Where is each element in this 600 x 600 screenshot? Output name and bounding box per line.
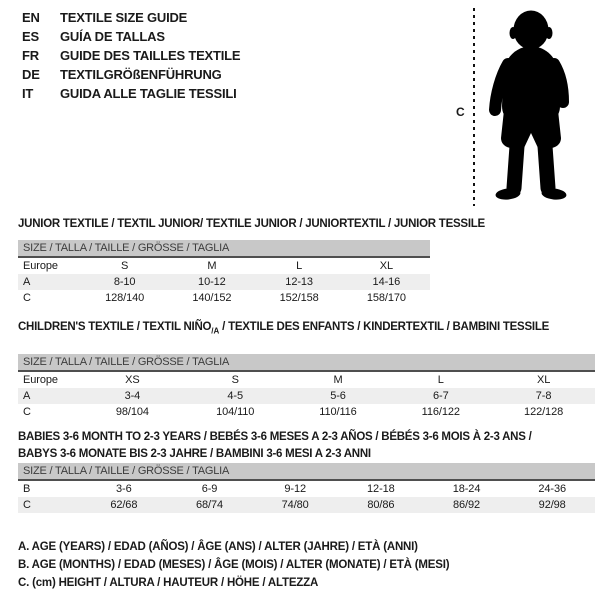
value-cell: 14-16 <box>372 276 401 288</box>
language-row <box>22 84 240 103</box>
value-cell: 140/152 <box>192 292 232 304</box>
baby-silhouette-icon <box>484 6 576 204</box>
footnote: A. AGE (YEARS) / EDAD (AÑOS) / ÂGE (ANS) / ALTER (JAHRE) / ETÀ (ANNI) <box>18 541 418 553</box>
size-header-bar: SIZE / TALLA / TAILLE / GRÖSSE / TAGLIA <box>18 463 595 481</box>
value-cell: 128/140 <box>105 292 145 304</box>
section-title-text: / TEXTILE DES ENFANTS / KINDERTEXTIL / BAMBINI TESSILE <box>219 321 550 333</box>
value-cell: 74/80 <box>281 499 309 511</box>
value-cell: S <box>121 260 129 272</box>
section-title-subscript: /A <box>211 326 220 336</box>
value-cell: 9-12 <box>284 483 306 495</box>
section-title-line: BABIES 3-6 MONTH TO 2-3 YEARS / BEBÉS 3-6 MESES A 2-3 AÑOS / BÉBÉS 3-6 MOIS À 2-3 ANS / <box>18 431 532 443</box>
section-junior-textile <box>18 217 485 306</box>
value-cell: 68/74 <box>195 499 224 511</box>
value-cell: 10-12 <box>198 276 226 288</box>
language-label: TEXTILE SIZE GUIDE <box>60 10 188 25</box>
table-row <box>18 258 430 274</box>
section-babies-textile <box>18 429 595 513</box>
section-title-text: CHILDREN'S TEXTILE / TEXTIL NIÑO <box>18 321 212 333</box>
height-dashed-line <box>473 8 475 206</box>
size-header-bar: SIZE / TALLA / TAILLE / GRÖSSE / TAGLIA <box>18 240 430 258</box>
value-cell: L <box>437 374 444 387</box>
language-list <box>22 8 240 103</box>
table-row <box>18 290 430 306</box>
language-row <box>22 46 240 65</box>
value-cell: 80/86 <box>367 499 395 511</box>
section-title <box>18 320 595 338</box>
language-code: FR <box>22 48 39 63</box>
footnote: B. AGE (MONTHS) / EDAD (MESES) / ÂGE (MOIS) / ALTER (MONATE) / ETÀ (MESI) <box>18 559 450 571</box>
value-cell: XS <box>125 374 140 387</box>
language-code: ES <box>22 29 39 44</box>
row-label-cell: A <box>23 276 31 288</box>
table-row <box>18 388 595 404</box>
value-cell: 12-13 <box>285 276 313 288</box>
size-table <box>18 258 430 306</box>
value-cell: 3-6 <box>116 483 132 495</box>
row-label-cell: Europe <box>23 374 58 387</box>
row-label-cell: C <box>23 292 31 304</box>
value-cell: 152/158 <box>279 292 319 304</box>
value-cell: L <box>296 260 303 272</box>
row-label-cell: A <box>23 390 31 403</box>
height-measure-label: C <box>456 105 465 119</box>
value-cell: 18-24 <box>452 483 481 495</box>
value-cell: 104/110 <box>216 406 255 419</box>
value-cell: 24-36 <box>538 483 567 495</box>
value-cell: 6-9 <box>201 483 218 495</box>
language-row <box>22 8 240 27</box>
language-label: GUIDA ALLE TAGLIE TESSILI <box>60 86 237 101</box>
table-row <box>18 481 595 497</box>
value-cell: S <box>231 374 239 387</box>
section-title-line: BABYS 3-6 MONATE BIS 2-3 JAHRE / BAMBINI 3-6 MESI A 2-3 ANNI <box>18 448 371 460</box>
value-cell: 122/128 <box>524 406 564 419</box>
value-cell: XL <box>536 374 551 387</box>
table-row <box>18 372 595 388</box>
value-cell: 110/116 <box>319 406 357 419</box>
size-header-bar: SIZE / TALLA / TAILLE / GRÖSSE / TAGLIA <box>18 354 595 372</box>
section-title: JUNIOR TEXTILE / TEXTIL JUNIOR/ TEXTILE JUNIOR / JUNIORTEXTIL / JUNIOR TESSILE <box>18 218 485 230</box>
table-row <box>18 274 430 290</box>
value-cell: 116/122 <box>421 406 460 419</box>
language-row <box>22 27 240 46</box>
size-table <box>18 372 595 420</box>
value-cell: 158/170 <box>366 292 406 304</box>
section-childrens-textile <box>18 320 595 420</box>
value-cell: 7-8 <box>535 390 552 403</box>
value-cell: 12-18 <box>367 483 395 495</box>
table-row <box>18 404 595 420</box>
row-label-cell: B <box>23 483 31 495</box>
value-cell: 3-4 <box>124 390 141 403</box>
language-code: EN <box>22 10 40 25</box>
value-cell: M <box>207 260 217 272</box>
footnote: C. (cm) HEIGHT / ALTURA / HAUTEUR / HÖHE / ALTEZZA <box>18 577 319 589</box>
value-cell: 6-7 <box>432 390 449 403</box>
footnotes <box>18 538 449 592</box>
language-code: IT <box>22 86 34 101</box>
table-row <box>18 497 595 513</box>
size-table <box>18 481 595 513</box>
value-cell: XL <box>379 260 393 272</box>
value-cell: M <box>333 374 343 387</box>
language-label: GUÍA DE TALLAS <box>60 29 165 44</box>
section-title <box>18 429 595 463</box>
row-label-cell: Europe <box>23 260 58 272</box>
row-label-cell: C <box>23 406 31 419</box>
value-cell: 86/92 <box>453 499 481 511</box>
value-cell: 98/104 <box>115 406 149 419</box>
language-row <box>22 65 240 84</box>
value-cell: 8-10 <box>113 276 136 288</box>
value-cell: 92/98 <box>538 499 566 511</box>
value-cell: 4-5 <box>227 390 243 403</box>
language-label: TEXTILGRÖßENFÜHRUNG <box>60 67 222 82</box>
value-cell: 62/68 <box>110 499 138 511</box>
language-label: GUIDE DES TAILLES TEXTILE <box>60 48 241 63</box>
value-cell: 5-6 <box>330 390 346 403</box>
language-code: DE <box>22 67 40 82</box>
row-label-cell: C <box>23 499 31 511</box>
